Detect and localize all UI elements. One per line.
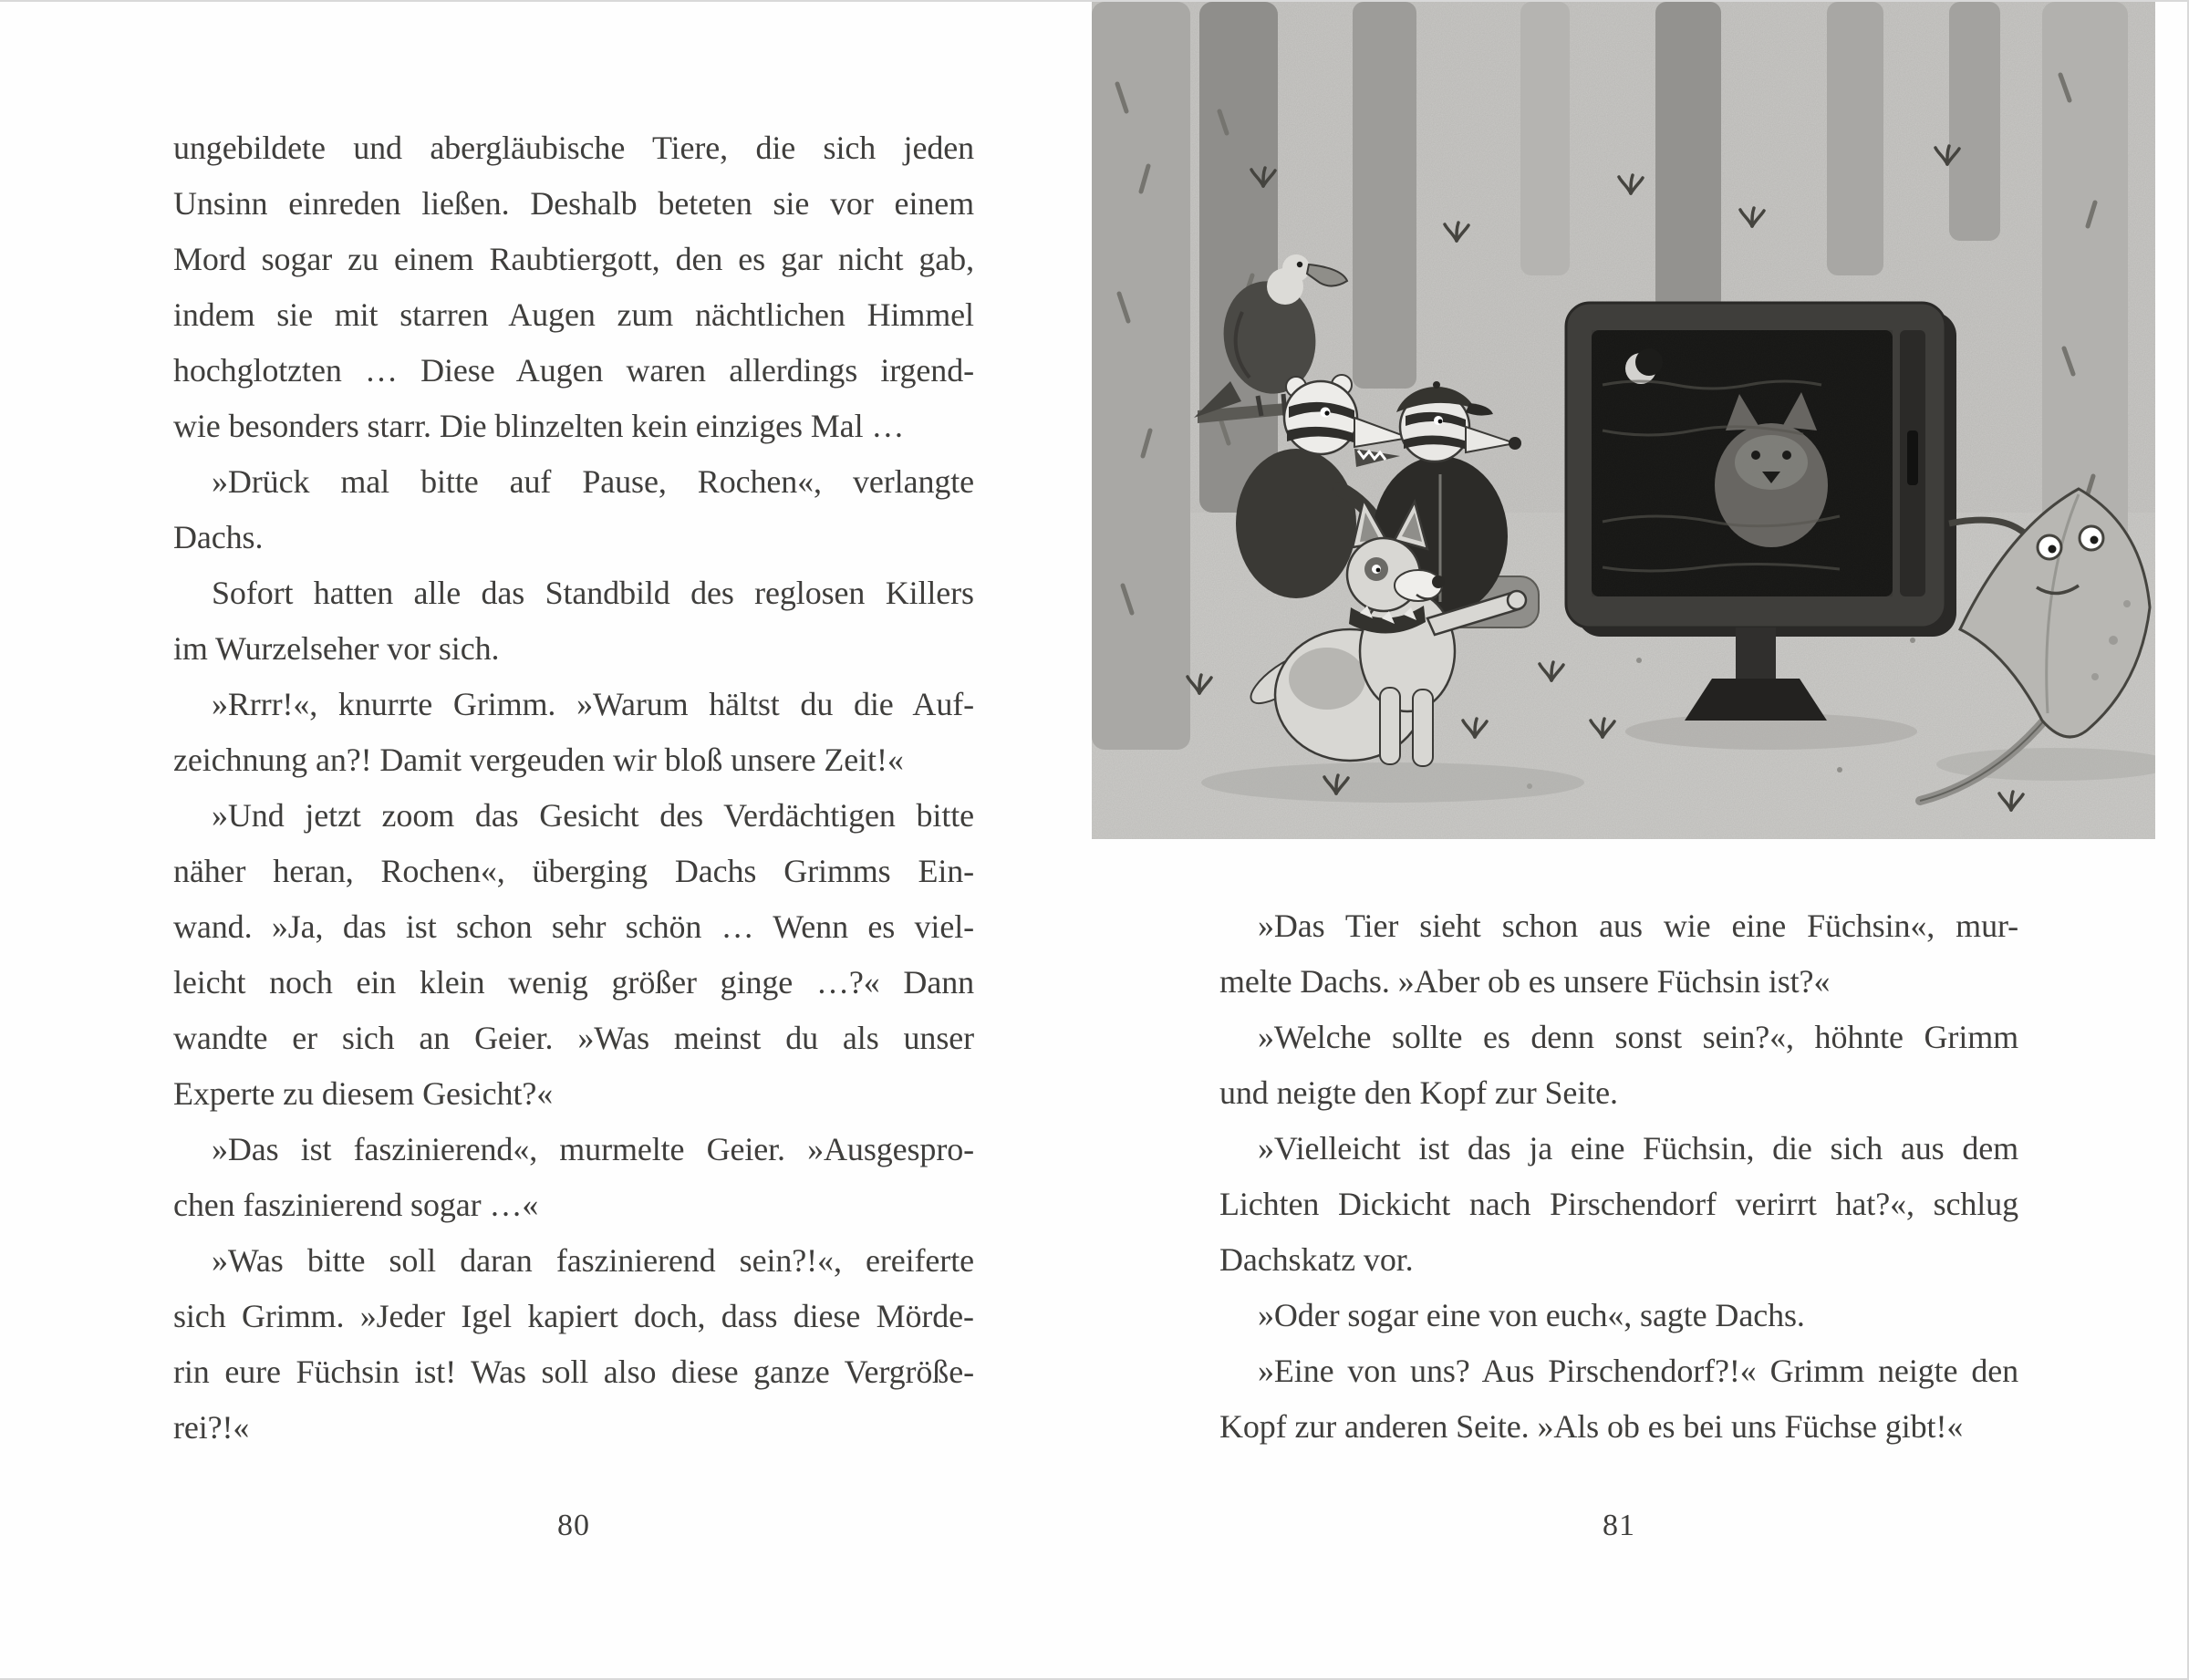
text-line: »Eine von uns? Aus Pirschendorf?!« Grimm neigte den: [1258, 1353, 2019, 1389]
text-line: Unsinn einreden ließen. Deshalb beteten sie vor einem: [173, 185, 975, 222]
text-line: »Vielleicht ist das ja eine Füchsin, die sich aus dem: [1258, 1130, 2019, 1167]
text-line: hochglotzten … Diese Augen waren allerdings irgend-: [173, 352, 974, 389]
page-right-text: [1219, 898, 2018, 1455]
badger-body: [1236, 449, 1356, 598]
text-line: sich Grimm. »Jeder Igel kapiert doch, dass diese Mörde-: [173, 1298, 974, 1334]
text-line: »Drück mal bitte auf Pause, Rochen«, verlangte: [212, 463, 975, 500]
text-line: »Das Tier sieht schon aus wie eine Füchsin«, mur-: [1258, 907, 2019, 944]
tree-trunk: [1520, 2, 1570, 275]
badger-head: [1284, 381, 1357, 454]
tree-trunk: [1199, 2, 1278, 513]
text-line: »Welche sollte es denn sonst sein?«, höhnte Grimm: [1258, 1019, 2019, 1055]
dog-leg: [1380, 688, 1400, 764]
text-line: rin eure Füchsin ist! Was soll also diese ganze Vergröße-: [173, 1353, 974, 1390]
illustration-forest-tv: [1092, 2, 2155, 839]
text-line: leicht noch ein klein wenig größer ginge …?« Dann: [173, 964, 974, 1001]
dog-nose: [1432, 576, 1445, 588]
tv-stand-neck: [1736, 627, 1776, 686]
text-line: und neigte den Kopf zur Seite.: [1219, 1074, 1618, 1111]
forest-illustration: [1092, 2, 2155, 839]
tv-slider: [1907, 430, 1918, 485]
text-line: zeichnung an?! Damit vergeuden wir bloß unsere Zeit!«: [173, 741, 904, 778]
text-line: wie besonders starr. Die blinzelten kein einziges Mal …: [173, 408, 905, 444]
dog-leg: [1413, 690, 1433, 766]
tree-trunk: [1949, 2, 2000, 241]
text-line: Experte zu diesem Gesicht?«: [173, 1075, 554, 1112]
text-line: »Rrrr!«, knurrte Grimm. »Warum hältst du die Auf-: [212, 686, 974, 722]
text-line: melte Dachs. »Aber ob es unsere Füchsin ist?«: [1219, 963, 1831, 1000]
page-number-left: 80: [557, 1509, 590, 1542]
tree-trunk: [1827, 2, 1883, 275]
tree-trunk: [1655, 2, 1721, 310]
pointing-paw: [1508, 591, 1526, 609]
badger-nose: [1509, 437, 1521, 450]
tree-trunk: [1092, 2, 1190, 750]
text-line: rei?!«: [173, 1409, 250, 1446]
vulture-head: [1282, 254, 1310, 282]
text-line: Mord sogar zu einem Raubtiergott, den es gar nicht gab,: [173, 241, 974, 277]
text-line: »Das ist faszinierend«, murmelte Geier. »Ausgespro-: [212, 1131, 974, 1167]
text-line: Lichten Dickicht nach Pirschendorf verirrt hat?«, schlug: [1219, 1186, 2018, 1222]
text-line: wand. »Ja, das ist schon sehr schön … Wenn es viel-: [173, 908, 975, 945]
text-line: Dachs.: [173, 519, 264, 555]
text-line: wandte er sich an Geier. »Was meinst du als unser: [173, 1020, 974, 1056]
cap-button: [1433, 381, 1440, 389]
dog-patch: [1289, 648, 1365, 710]
text-line: Kopf zur anderen Seite. »Als ob es bei uns Füchse gibt!«: [1219, 1408, 1964, 1445]
text-line: indem sie mit starren Augen zum nächtlichen Himmel: [173, 296, 974, 333]
text-line: ungebildete und abergläubische Tiere, die sich jeden: [173, 130, 974, 166]
text-line: im Wurzelseher vor sich.: [173, 630, 500, 667]
page-number-right: 81: [1603, 1509, 1635, 1542]
text-line: näher heran, Rochen«, überging Dachs Grimms Ein-: [173, 853, 975, 889]
text-line: »Was bitte soll daran faszinierend sein?!«, ereiferte: [212, 1242, 974, 1279]
tree-trunk: [1353, 2, 1416, 389]
page-left-text: [173, 120, 974, 1456]
text-line: Dachskatz vor.: [1219, 1241, 1414, 1278]
animals-shadow: [1201, 762, 1584, 803]
text-line: »Oder sogar eine von euch«, sagte Dachs.: [1258, 1297, 1805, 1333]
vulture-eye: [1297, 262, 1302, 267]
text-line: Sofort hatten alle das Standbild des reglosen Killers: [212, 575, 974, 611]
text-line: chen faszinierend sogar …«: [173, 1187, 539, 1223]
text-line: »Und jetzt zoom das Gesicht des Verdächtigen bitte: [212, 797, 975, 834]
